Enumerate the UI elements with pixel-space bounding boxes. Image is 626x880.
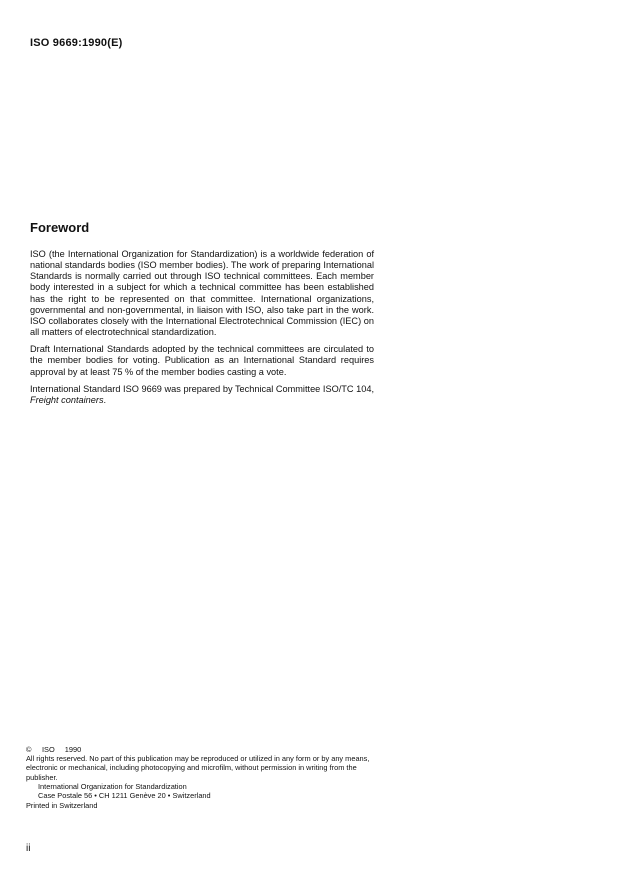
foreword-paragraph-2: Draft International Standards adopted by the technical committees are circulated to the member bodies for voting. Publication as an International Standard requires approval by at least 75 % of the member bodies casting a vote.: [30, 344, 374, 377]
rights-notice: All rights reserved. No part of this publication may be reproduced or utilized in any form or by any means, electronic or mechanical, including photocopying and microfilm, without permission in writing from the publisher.: [26, 754, 370, 782]
publisher-name: International Organization for Standardization: [38, 781, 187, 791]
publisher-address: Case Postale 56 • CH 1211 Genève 20 • Switzerland: [38, 791, 211, 801]
foreword-paragraph-3: [30, 384, 374, 406]
copyright-symbol: ©: [26, 745, 32, 754]
copyright-org: ISO: [42, 745, 55, 754]
copyright-line: [26, 745, 374, 754]
page-number: ii: [26, 843, 31, 854]
copyright-year: 1990: [64, 745, 82, 754]
copyright-footer: [26, 745, 374, 810]
document-id: ISO 9669:1990(E): [30, 37, 123, 49]
prepared-by-end: .: [103, 394, 107, 405]
foreword-heading: Foreword: [30, 220, 90, 235]
committee-title: Freight containers: [30, 394, 104, 405]
prepared-by-text: International Standard ISO 9669 was prepared by Technical Committee ISO/TC 104,: [30, 383, 374, 394]
foreword-body: [30, 249, 374, 406]
printed-in: Printed in Switzerland: [26, 801, 98, 811]
foreword-paragraph-1: ISO (the International Organization for Standardization) is a worldwide federation of national standards bodies (ISO member bodies). The work of preparing International Standards is normally carried out through ISO technical committees. Each member body interested in a subject for which a technical committee has been established has the right to be represented on that committee. International organizations, governmental and non-governmental, in liaison with ISO, also take part in the work. ISO collaborates closely with the International Electrotechnical Commission (IEC) on all matters of electrotechnical standardization.: [30, 249, 374, 338]
